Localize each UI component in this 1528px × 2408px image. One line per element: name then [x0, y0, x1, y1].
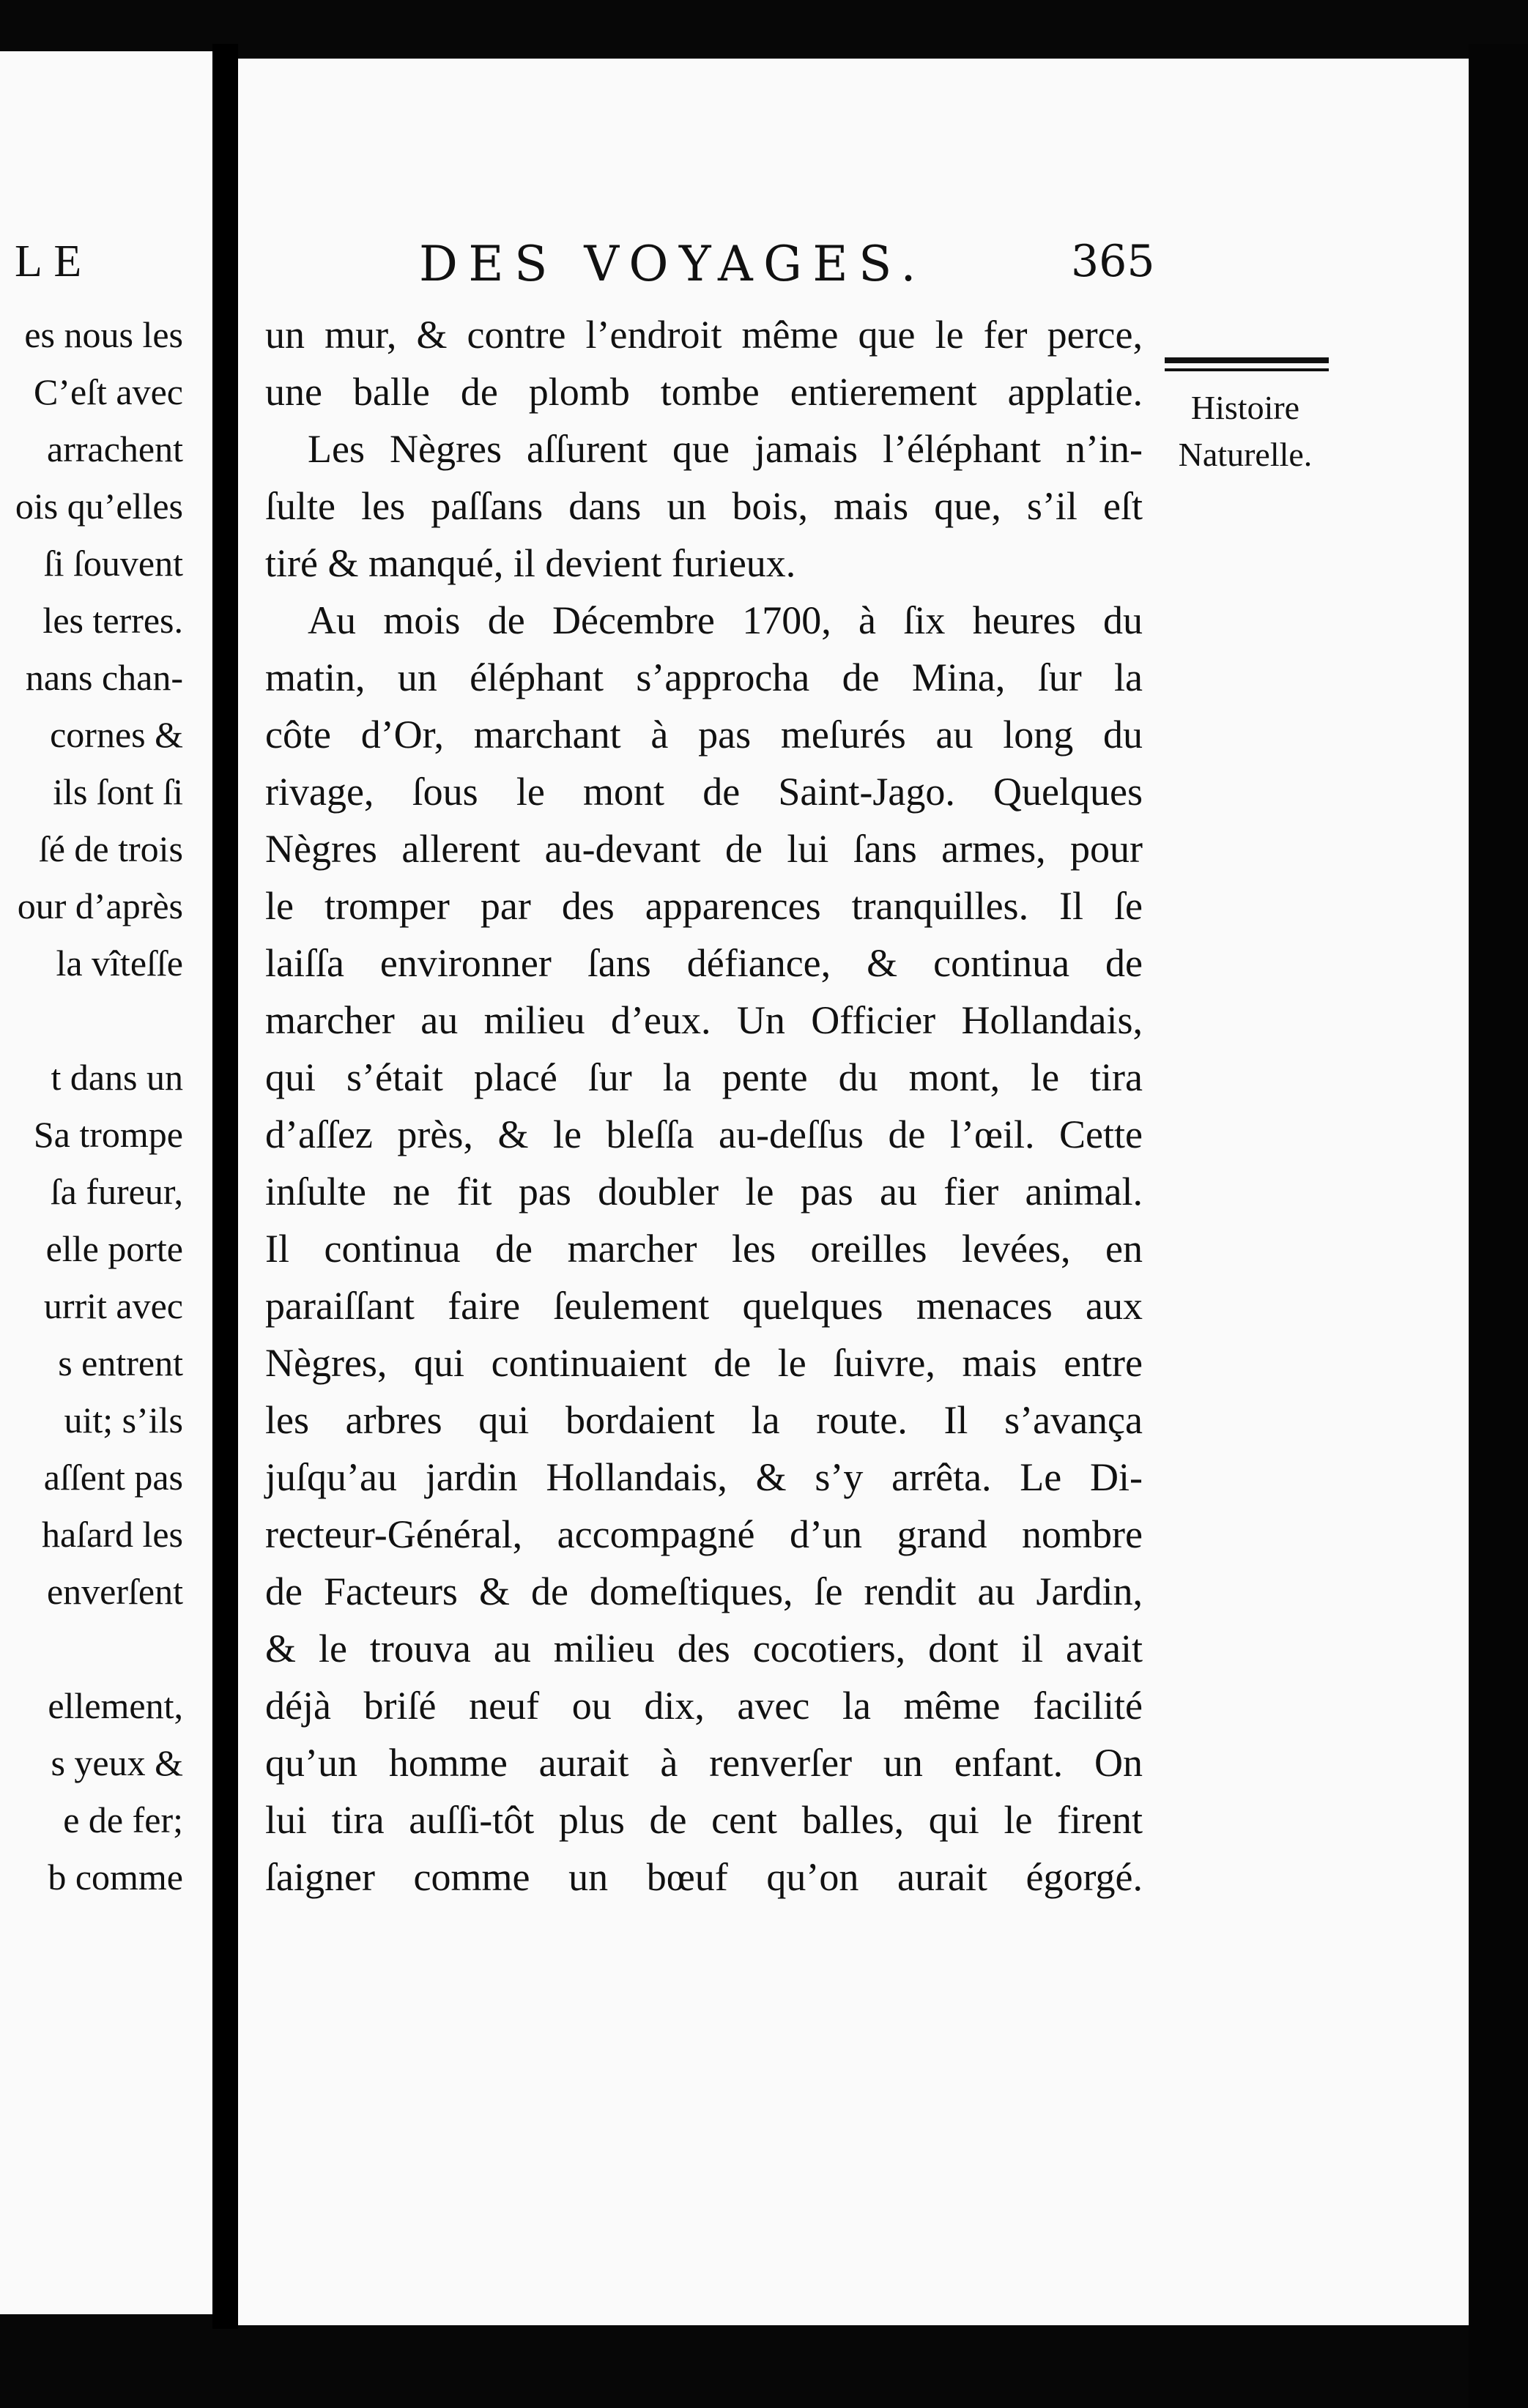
body-line: ſulte les paſſans dans un bois, mais que, s’il eſt: [265, 484, 1143, 528]
left-page-line: enverſent: [46, 1571, 183, 1612]
body-line: le tromper par des apparences tranquilles. Il ſe: [265, 884, 1143, 928]
body-line: de Facteurs & de domeſtiques, ſe rendit au Jardin,: [265, 1569, 1143, 1613]
left-running-head: LE: [15, 237, 93, 286]
body-line: recteur-Général, accompagné d’un grand nombre: [265, 1512, 1143, 1556]
left-page-line: ils ſont ſi: [53, 771, 183, 812]
body-line: un mur, & contre l’endroit même que le fer perce,: [265, 313, 1143, 357]
margin-rule: [1165, 357, 1329, 363]
body-line: rivage, ſous le mont de Saint-Jago. Quelques: [265, 770, 1143, 814]
body-line: lui tira auſſi-tôt plus de cent balles, qui le firent: [265, 1798, 1143, 1842]
left-page-line: haſard les: [42, 1514, 183, 1555]
left-page-line: b comme: [48, 1857, 183, 1898]
body-line: tiré & manqué, il devient furieux.: [265, 541, 796, 585]
left-page-line: Sa trompe: [33, 1114, 183, 1155]
book-gutter-left: [212, 44, 238, 2329]
left-page-line: uit; s’ils: [64, 1400, 183, 1441]
left-page-line: s yeux &: [51, 1742, 183, 1783]
margin-note-line: Histoire: [1190, 389, 1300, 426]
left-page-line: es nous les: [24, 314, 183, 355]
body-line: juſqu’au jardin Hollandais, & s’y arrêta. Le Di-: [265, 1455, 1143, 1499]
left-page-line: ſé de trois: [38, 828, 183, 869]
body-line: inſulte ne fit pas doubler le pas au fier animal.: [265, 1170, 1143, 1214]
body-line: Les Nègres aſſurent que jamais l’éléphant n’in-: [308, 427, 1143, 471]
body-line: une balle de plomb tombe entierement applatie.: [265, 370, 1143, 414]
left-page-line: e de fer;: [63, 1799, 183, 1840]
body-line: marcher au milieu d’eux. Un Officier Hollandais,: [265, 998, 1143, 1042]
body-line: laiſſa environner ſans défiance, & continua de: [265, 941, 1143, 985]
left-page-line: our d’après: [17, 885, 183, 926]
body-line: déjà briſé neuf ou dix, avec la même facilité: [265, 1684, 1143, 1728]
left-page-line: cornes &: [50, 714, 183, 755]
left-page-line: urrit avec: [43, 1285, 183, 1326]
body-line: ſaigner comme un bœuf qu’on aurait égorgé.: [265, 1855, 1143, 1899]
body-line: Au mois de Décembre 1700, à ſix heures du: [308, 598, 1143, 642]
margin-note: [1161, 384, 1329, 478]
left-page-line: C’eſt avec: [33, 371, 183, 412]
book-edge-right: [1469, 44, 1528, 2408]
margin-note-line: Naturelle.: [1178, 436, 1313, 473]
left-page-line: aſſent pas: [43, 1457, 183, 1498]
left-page-line: arrachent: [47, 428, 183, 469]
page-number: 365: [1071, 236, 1155, 287]
body-line: & le trouva au milieu des cocotiers, dont il avait: [265, 1627, 1143, 1671]
left-page-line: les terres.: [42, 600, 183, 641]
left-page-line: ois qu’elles: [15, 486, 183, 527]
running-head: DES VOYAGES.: [419, 236, 927, 292]
body-line: d’aſſez près, & le bleſſa au-deſſus de l’œil. Cette: [265, 1112, 1143, 1156]
body-line: Nègres, qui continuaient de le ſuivre, mais entre: [265, 1341, 1143, 1385]
left-page-line: t dans un: [51, 1057, 183, 1098]
left-page-line: ſa fureur,: [50, 1171, 183, 1212]
body-text: [265, 306, 1143, 1947]
body-line: qui s’était placé ſur la pente du mont, le tira: [265, 1055, 1143, 1099]
body-line: côte d’Or, marchant à pas meſurés au long du: [265, 713, 1143, 757]
body-line: qu’un homme aurait à renverſer un enfant. On: [265, 1741, 1143, 1785]
body-line: matin, un éléphant s’approcha de Mina, ſur la: [265, 655, 1143, 699]
left-page-line: la vîteſſe: [56, 943, 183, 984]
body-line: paraiſſant faire ſeulement quelques menaces aux: [265, 1284, 1143, 1328]
body-line: les arbres qui bordaient la route. Il s’avança: [265, 1398, 1143, 1442]
body-line: Il continua de marcher les oreilles levées, en: [265, 1227, 1143, 1271]
left-page-line: elle porte: [45, 1228, 183, 1269]
left-page-line: ellement,: [48, 1685, 183, 1726]
left-page-line: s entrent: [58, 1342, 183, 1383]
body-line: Nègres allerent au-devant de lui ſans armes, pour: [265, 827, 1143, 871]
left-page-line: ſi ſouvent: [43, 543, 183, 584]
margin-rule-thin: [1165, 368, 1329, 371]
left-page-line: nans chan-: [25, 657, 183, 698]
